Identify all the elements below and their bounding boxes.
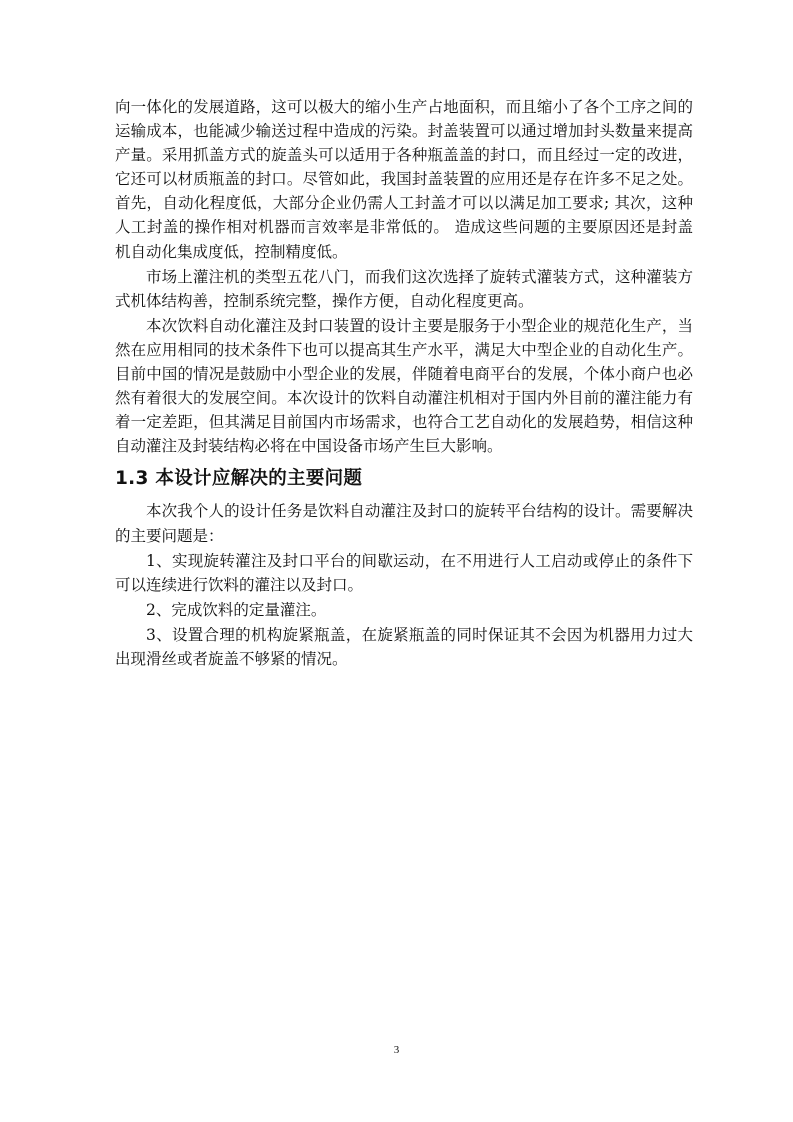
list-item: 3、设置合理的机构旋紧瓶盖，在旋紧瓶盖的同时保证其不会因为机器用力过大出现滑丝或者旋盖不够紧的情况。 — [115, 625, 693, 668]
document-body — [115, 95, 693, 672]
paragraph-continuation: 向一体化的发展道路，这可以极大的缩小生产占地面积，而且缩小了各个工序之间的运输成本，也能减少输送过程中造成的污染。封盖装置可以通过增加封头数量来提高产量。采用抓盖方式的旋盖头可以适用于各种瓶盖盖的封口，而且经过一定的改进，它还可以材质瓶盖的封口。尽管如此，我国封盖装置的应用还是存在许多不足之处。首先，自动化程度低，大部分企业仍需人工封盖才可以以满足加工要求; 其次，这种人工封盖的操作相对机器而言效率是非常低的。 造成这些问题的主要原因还是封盖机自动化集成度低，控制精度低。 — [115, 98, 693, 261]
list-item: 1、实现旋转灌注及封口平台的间歇运动，在不用进行人工启动或停止的条件下可以连续进行饮料的灌注以及封口。 — [115, 551, 693, 594]
section-heading: 1.3 本设计应解决的主要问题 — [115, 468, 363, 490]
section-intro: 本次我个人的设计任务是饮料自动灌注及封口的旋转平台结构的设计。需要解决的主要问题是： — [115, 502, 693, 545]
page-number: 3 — [393, 1044, 400, 1056]
paragraph-design-purpose: 本次饮料自动化灌注及封口装置的设计主要是服务于小型企业的规范化生产，当然在应用相同的技术条件下也可以提高其生产水平，满足大中型企业的自动化生产。目前中国的情况是鼓励中小型企业的发展，伴随着电商平台的发展，个体小商户也必然有着很大的发展空间。本次设计的饮料自动灌注机相对于国内外目前的灌注能力有着一定差距，但其满足目前国内市场需求，也符合工艺自动化的发展趋势，相信这种自动灌注及封装结构必将在中国设备市场产生巨大影响。 — [115, 316, 693, 456]
paragraph-filling-machine-types: 市场上灌注机的类型五花八门，而我们这次选择了旋转式灌装方式，这种灌装方式机体结构善，控制系统完整，操作方便，自动化程度更高。 — [115, 267, 693, 310]
list-item: 2、完成饮料的定量灌注。 — [146, 600, 327, 619]
